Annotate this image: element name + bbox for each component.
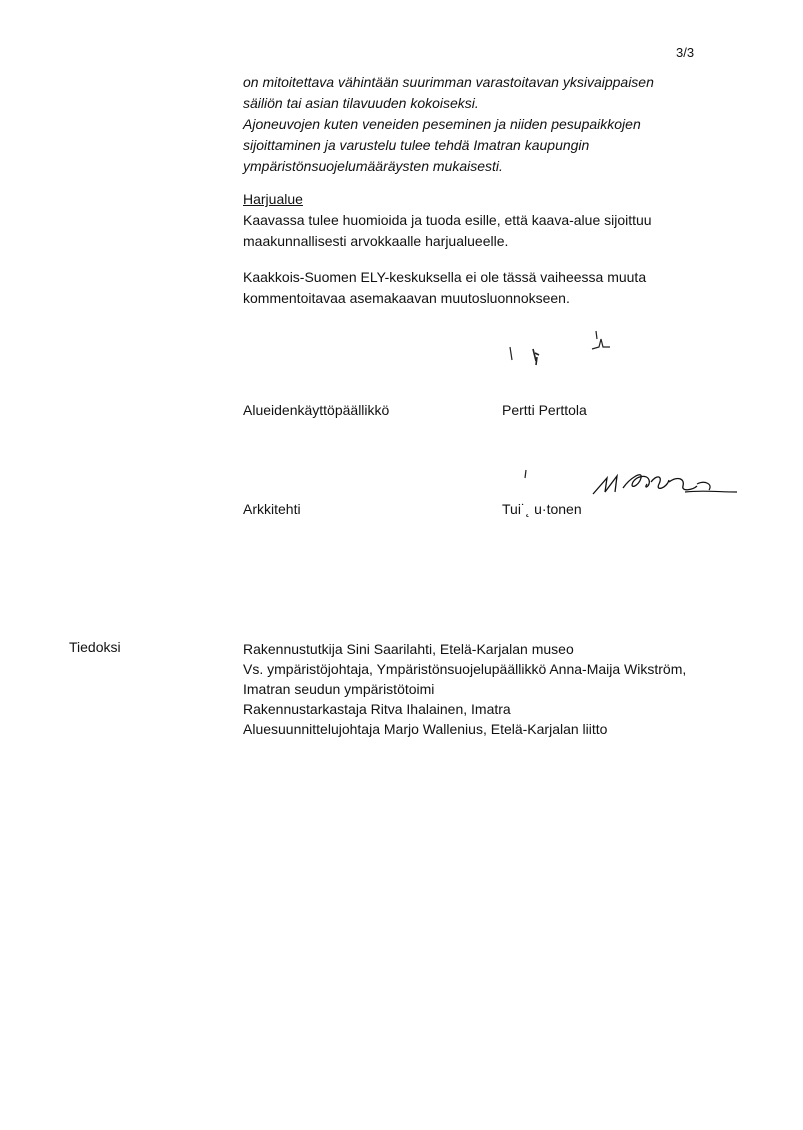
recipient-line: Aluesuunnittelujohtaja Marjo Wallenius, Etelä-Karjalan liitto (243, 721, 608, 737)
scan-mark-tick (520, 468, 532, 482)
signatory-role: Alueidenkäyttöpäällikkö (243, 402, 390, 418)
text-line: kommentoitavaa asemakaavan muutosluonnokseen. (243, 290, 570, 306)
recipient-list (243, 639, 686, 739)
text-line: Kaavassa tulee huomioida ja tuoda esille, että kaava-alue sijoittuu (243, 212, 652, 228)
section-heading: Harjualue (243, 191, 303, 207)
signatory-role: Arkkitehti (243, 501, 301, 517)
paragraph-statement (243, 267, 713, 309)
scan-mark-scribble (500, 325, 630, 375)
text-line: Ajoneuvojen kuten veneiden peseminen ja niiden pesupaikkojen (243, 116, 641, 132)
paragraph-storage-requirements (243, 72, 713, 177)
text-line: sijoittaminen ja varustelu tulee tehdä Imatran kaupungin (243, 137, 590, 153)
text-line: säiliön tai asian tilavuuden kokoiseksi. (243, 95, 479, 111)
signatory-name: Pertti Perttola (502, 402, 587, 418)
signatory-name: Tui˙˛ u·tonen (502, 501, 582, 517)
tiedoksi-label: Tiedoksi (69, 639, 121, 655)
text-line: Kaakkois-Suomen ELY-keskuksella ei ole tässä vaiheessa muuta (243, 269, 647, 285)
recipient-line: Imatran seudun ympäristötoimi (243, 681, 435, 697)
page-number: 3/3 (676, 45, 695, 60)
recipient-line: Vs. ympäristöjohtaja, Ympäristönsuojelupäällikkö Anna-Maija Wikström, (243, 661, 687, 677)
text-line: maakunnallisesti arvokkaalle harjualueelle. (243, 233, 509, 249)
handwritten-signature (585, 462, 740, 512)
text-line: on mitoitettava vähintään suurimman varastoitavan yksivaippaisen (243, 74, 654, 90)
section-harjualue (243, 189, 713, 252)
recipient-line: Rakennustutkija Sini Saarilahti, Etelä-Karjalan museo (243, 641, 574, 657)
text-line: ympäristönsuojelumääräysten mukaisesti. (243, 158, 503, 174)
recipient-line: Rakennustarkastaja Ritva Ihalainen, Imatra (243, 701, 511, 717)
